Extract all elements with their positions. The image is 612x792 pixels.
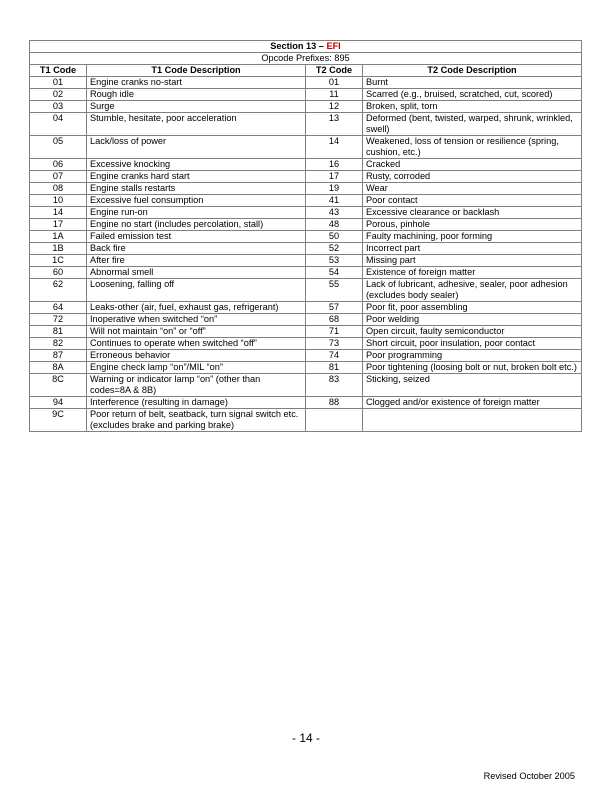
t2-desc-cell: Burnt [363, 77, 582, 89]
t1-code-cell: 02 [30, 89, 87, 101]
table-row [30, 183, 582, 195]
t1-code-cell: 03 [30, 101, 87, 113]
t1-desc-cell: Engine cranks no-start [87, 77, 306, 89]
t2-desc-cell: Poor programming [363, 350, 582, 362]
table-row [30, 231, 582, 243]
t1-code-cell: 1B [30, 243, 87, 255]
t2-code-cell: 50 [306, 231, 363, 243]
t2-code-cell: 41 [306, 195, 363, 207]
t2-code-cell: 57 [306, 302, 363, 314]
t2-desc-cell: Missing part [363, 255, 582, 267]
t1-code-cell: 08 [30, 183, 87, 195]
t1-desc-cell: Lack/loss of power [87, 136, 306, 159]
t1-code-cell: 72 [30, 314, 87, 326]
table-row [30, 279, 582, 302]
t2-code-cell: 88 [306, 397, 363, 409]
t2-code-cell: 14 [306, 136, 363, 159]
t1-desc-cell: Engine no start (includes percolation, stall) [87, 219, 306, 231]
t1-desc-cell: Erroneous behavior [87, 350, 306, 362]
t1-desc-cell: Back fire [87, 243, 306, 255]
t1-code-cell: 82 [30, 338, 87, 350]
t2-desc-cell: Poor contact [363, 195, 582, 207]
t1-desc-cell: Loosening, falling off [87, 279, 306, 302]
t2-desc-cell: Poor tightening (loosing bolt or nut, broken bolt etc.) [363, 362, 582, 374]
t2-code-cell: 55 [306, 279, 363, 302]
t1-code-header: T1 Code [30, 65, 87, 77]
t2-desc-cell: Lack of lubricant, adhesive, sealer, poor adhesion (excludes body sealer) [363, 279, 582, 302]
t1-code-cell: 87 [30, 350, 87, 362]
t2-code-cell [306, 409, 363, 432]
t2-code-header: T2 Code [306, 65, 363, 77]
section-prefix: Section 13 – [270, 41, 324, 51]
t1-code-cell: 06 [30, 159, 87, 171]
t1-desc-cell: Surge [87, 101, 306, 113]
t2-code-cell: 43 [306, 207, 363, 219]
revised-date: Revised October 2005 [483, 771, 575, 781]
t2-desc-cell: Excessive clearance or backlash [363, 207, 582, 219]
t2-desc-cell: Poor welding [363, 314, 582, 326]
t1-desc-cell: Interference (resulting in damage) [87, 397, 306, 409]
t2-desc-cell: Cracked [363, 159, 582, 171]
t2-code-cell: 71 [306, 326, 363, 338]
t2-code-cell: 48 [306, 219, 363, 231]
t1-code-cell: 94 [30, 397, 87, 409]
t1-desc-cell: Stumble, hesitate, poor acceleration [87, 113, 306, 136]
t1-code-cell: 9C [30, 409, 87, 432]
t2-desc-header: T2 Code Description [363, 65, 582, 77]
t1-desc-cell: Engine check lamp “on”/MIL “on” [87, 362, 306, 374]
t1-desc-cell: After fire [87, 255, 306, 267]
t2-code-cell: 19 [306, 183, 363, 195]
table-row [30, 362, 582, 374]
table-row [30, 207, 582, 219]
table-row [30, 77, 582, 89]
table-row [30, 350, 582, 362]
t2-desc-cell: Faulty machining, poor forming [363, 231, 582, 243]
table-row [30, 338, 582, 350]
t2-code-cell: 53 [306, 255, 363, 267]
table-row [30, 171, 582, 183]
t2-code-cell: 13 [306, 113, 363, 136]
table-row [30, 302, 582, 314]
t1-code-cell: 01 [30, 77, 87, 89]
t1-code-cell: 8A [30, 362, 87, 374]
t1-desc-cell: Excessive knocking [87, 159, 306, 171]
t2-code-cell: 73 [306, 338, 363, 350]
t2-code-cell: 16 [306, 159, 363, 171]
table-row [30, 101, 582, 113]
t2-desc-cell: Deformed (bent, twisted, warped, shrunk, wrinkled, swell) [363, 113, 582, 136]
t2-code-cell: 52 [306, 243, 363, 255]
t1-code-cell: 07 [30, 171, 87, 183]
table-row [30, 397, 582, 409]
t1-desc-header: T1 Code Description [87, 65, 306, 77]
t1-code-cell: 64 [30, 302, 87, 314]
table-row [30, 255, 582, 267]
t1-desc-cell: Warning or indicator lamp “on” (other than codes=8A & 8B) [87, 374, 306, 397]
t1-code-cell: 04 [30, 113, 87, 136]
t2-desc-cell: Scarred (e.g., bruised, scratched, cut, scored) [363, 89, 582, 101]
t2-desc-cell: Porous, pinhole [363, 219, 582, 231]
page-number: - 14 - [291, 731, 320, 745]
section-name: EFI [326, 41, 341, 51]
table-row [30, 243, 582, 255]
t1-code-cell: 62 [30, 279, 87, 302]
t2-desc-cell: Rusty, corroded [363, 171, 582, 183]
t2-code-cell: 74 [306, 350, 363, 362]
opcode-prefixes: Opcode Prefixes: 895 [30, 53, 582, 65]
t1-desc-cell: Engine cranks hard start [87, 171, 306, 183]
t1-desc-cell: Continues to operate when switched “off” [87, 338, 306, 350]
section-title-row [30, 41, 582, 53]
t1-desc-cell: Abnormal smell [87, 267, 306, 279]
t2-desc-cell: Incorrect part [363, 243, 582, 255]
t1-desc-cell: Rough idle [87, 89, 306, 101]
t2-desc-cell: Short circuit, poor insulation, poor contact [363, 338, 582, 350]
t1-desc-cell: Poor return of belt, seatback, turn signal switch etc. (excludes brake and parking brake) [87, 409, 306, 432]
table-row [30, 159, 582, 171]
table-row [30, 374, 582, 397]
t1-code-cell: 1C [30, 255, 87, 267]
t1-code-cell: 8C [30, 374, 87, 397]
table-row [30, 409, 582, 432]
t2-code-cell: 12 [306, 101, 363, 113]
t1-desc-cell: Failed emission test [87, 231, 306, 243]
table-row [30, 136, 582, 159]
table-row [30, 195, 582, 207]
table-row [30, 326, 582, 338]
t2-desc-cell: Broken, split, torn [363, 101, 582, 113]
t2-desc-cell: Open circuit, faulty semiconductor [363, 326, 582, 338]
t1-desc-cell: Inoperative when switched “on” [87, 314, 306, 326]
t1-code-cell: 14 [30, 207, 87, 219]
t2-desc-cell: Poor fit, poor assembling [363, 302, 582, 314]
t1-desc-cell: Leaks-other (air, fuel, exhaust gas, refrigerant) [87, 302, 306, 314]
t1-desc-cell: Engine stalls restarts [87, 183, 306, 195]
t2-desc-cell: Weakened, loss of tension or resilience (spring, cushion, etc.) [363, 136, 582, 159]
t1-code-cell: 81 [30, 326, 87, 338]
t2-desc-cell: Clogged and/or existence of foreign matter [363, 397, 582, 409]
t1-code-cell: 10 [30, 195, 87, 207]
t1-code-cell: 05 [30, 136, 87, 159]
t1-code-cell: 17 [30, 219, 87, 231]
t2-code-cell: 01 [306, 77, 363, 89]
t2-desc-cell: Existence of foreign matter [363, 267, 582, 279]
t2-code-cell: 83 [306, 374, 363, 397]
t2-code-cell: 11 [306, 89, 363, 101]
t2-desc-cell [363, 409, 582, 432]
header-row [30, 65, 582, 77]
table-row [30, 219, 582, 231]
table-row [30, 314, 582, 326]
table-row [30, 89, 582, 101]
section-title [30, 41, 582, 53]
t2-code-cell: 68 [306, 314, 363, 326]
t1-desc-cell: Excessive fuel consumption [87, 195, 306, 207]
t1-desc-cell: Will not maintain “on” or “off” [87, 326, 306, 338]
t1-code-cell: 60 [30, 267, 87, 279]
opcode-row [30, 53, 582, 65]
t2-desc-cell: Wear [363, 183, 582, 195]
t1-desc-cell: Engine run-on [87, 207, 306, 219]
code-table [29, 40, 582, 432]
t2-code-cell: 81 [306, 362, 363, 374]
t1-code-cell: 1A [30, 231, 87, 243]
table-row [30, 267, 582, 279]
t2-code-cell: 17 [306, 171, 363, 183]
table-row [30, 113, 582, 136]
t2-desc-cell: Sticking, seized [363, 374, 582, 397]
t2-code-cell: 54 [306, 267, 363, 279]
